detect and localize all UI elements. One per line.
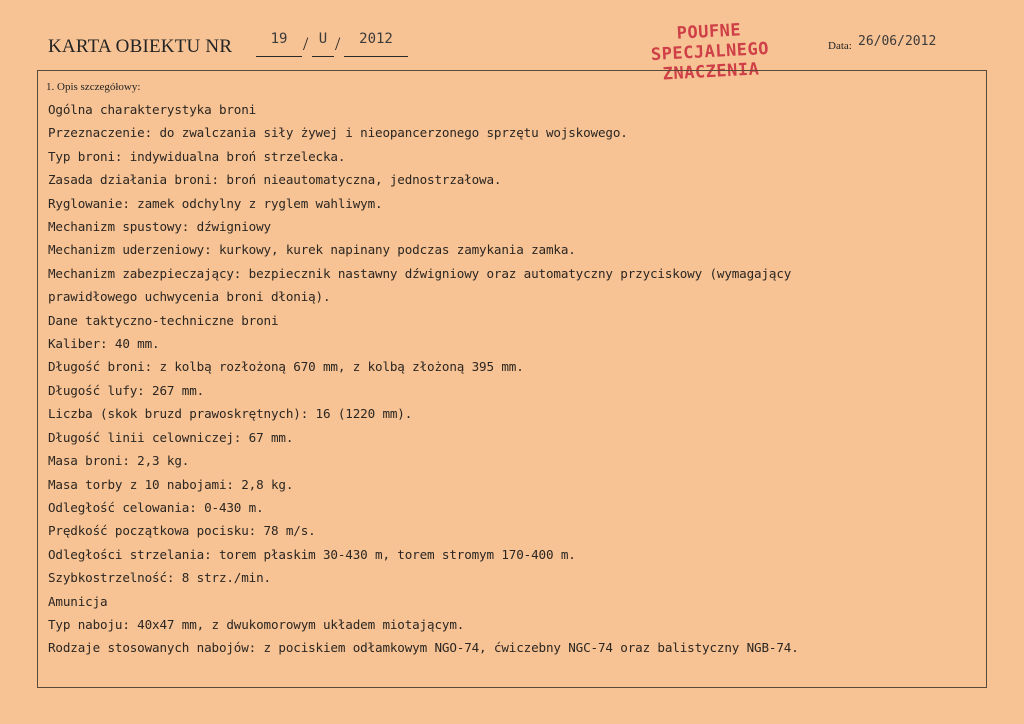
text-line: Rodzaje stosowanych nabojów: z pociskiem odłamkowym NGO-74, ćwiczebny NGC-74 oraz balistyczny NGB-74.	[48, 640, 799, 656]
text-line: Ryglowanie: zamek odchylny z ryglem wahliwym.	[48, 195, 383, 211]
text-line: Odległości strzelania: torem płaskim 30-430 m, torem stromym 170-400 m.	[48, 546, 576, 562]
stamp-line: SPECJALNEGO	[650, 38, 770, 66]
stamp-line: POUFNE	[676, 20, 742, 44]
text-line: Amunicja	[48, 593, 108, 609]
text-line: Mechanizm spustowy: dźwigniowy	[48, 219, 271, 235]
text-line: Prędkość początkowa pocisku: 78 m/s.	[48, 523, 316, 539]
section-label: 1. Opis szczegółowy:	[46, 81, 141, 93]
text-line: Długość lufy: 267 mm.	[48, 382, 205, 398]
stamp-line: ZNACZENIA	[662, 59, 760, 85]
object-number-part3: 2012	[344, 30, 408, 57]
date-value: 26/06/2012	[858, 34, 937, 49]
text-line: Odległość celowania: 0-430 m.	[48, 499, 264, 515]
object-number-part1: 19	[256, 30, 302, 57]
text-line: Typ broni: indywidualna broń strzelecka.	[48, 148, 346, 164]
text-line: prawidłowego uchwycenia broni dłonią).	[48, 289, 331, 305]
text-line: Typ naboju: 40x47 mm, z dwukomorowym układem miotającym.	[48, 616, 465, 632]
object-number-separator: /	[335, 34, 341, 55]
date-label: Data:	[828, 40, 852, 52]
text-line: Kaliber: 40 mm.	[48, 336, 160, 352]
text-line: Masa torby z 10 nabojami: 2,8 kg.	[48, 476, 294, 492]
text-line: Długość broni: z kolbą rozłożoną 670 mm, z kolbą złożoną 395 mm.	[48, 359, 524, 375]
text-line: Zasada działania broni: broń nieautomatyczna, jednostrzałowa.	[48, 172, 502, 188]
text-line: Mechanizm zabezpieczający: bezpiecznik nastawny dźwigniowy oraz automatyczny przyciskowy (wymagający	[48, 265, 792, 281]
text-line: Ogólna charakterystyka broni	[48, 102, 257, 117]
card-title: KARTA OBIEKTU NR	[48, 36, 233, 57]
text-line: Liczba (skok bruzd prawoskrętnych): 16 (1220 mm).	[48, 406, 413, 422]
object-number-part2: U	[312, 30, 334, 57]
text-line: Mechanizm uderzeniowy: kurkowy, kurek napinany podczas zamykania zamka.	[48, 242, 576, 258]
description-text	[48, 98, 978, 660]
object-number-separator: /	[303, 34, 309, 55]
text-line: Dane taktyczno-techniczne broni	[48, 312, 279, 328]
text-line: Przeznaczenie: do zwalczania siły żywej i nieopancerzonego sprzętu wojskowego.	[48, 125, 628, 141]
text-line: Szybkostrzelność: 8 strz./min.	[48, 570, 271, 586]
text-line: Masa broni: 2,3 kg.	[48, 453, 190, 469]
text-line: Długość linii celowniczej: 67 mm.	[48, 429, 294, 445]
